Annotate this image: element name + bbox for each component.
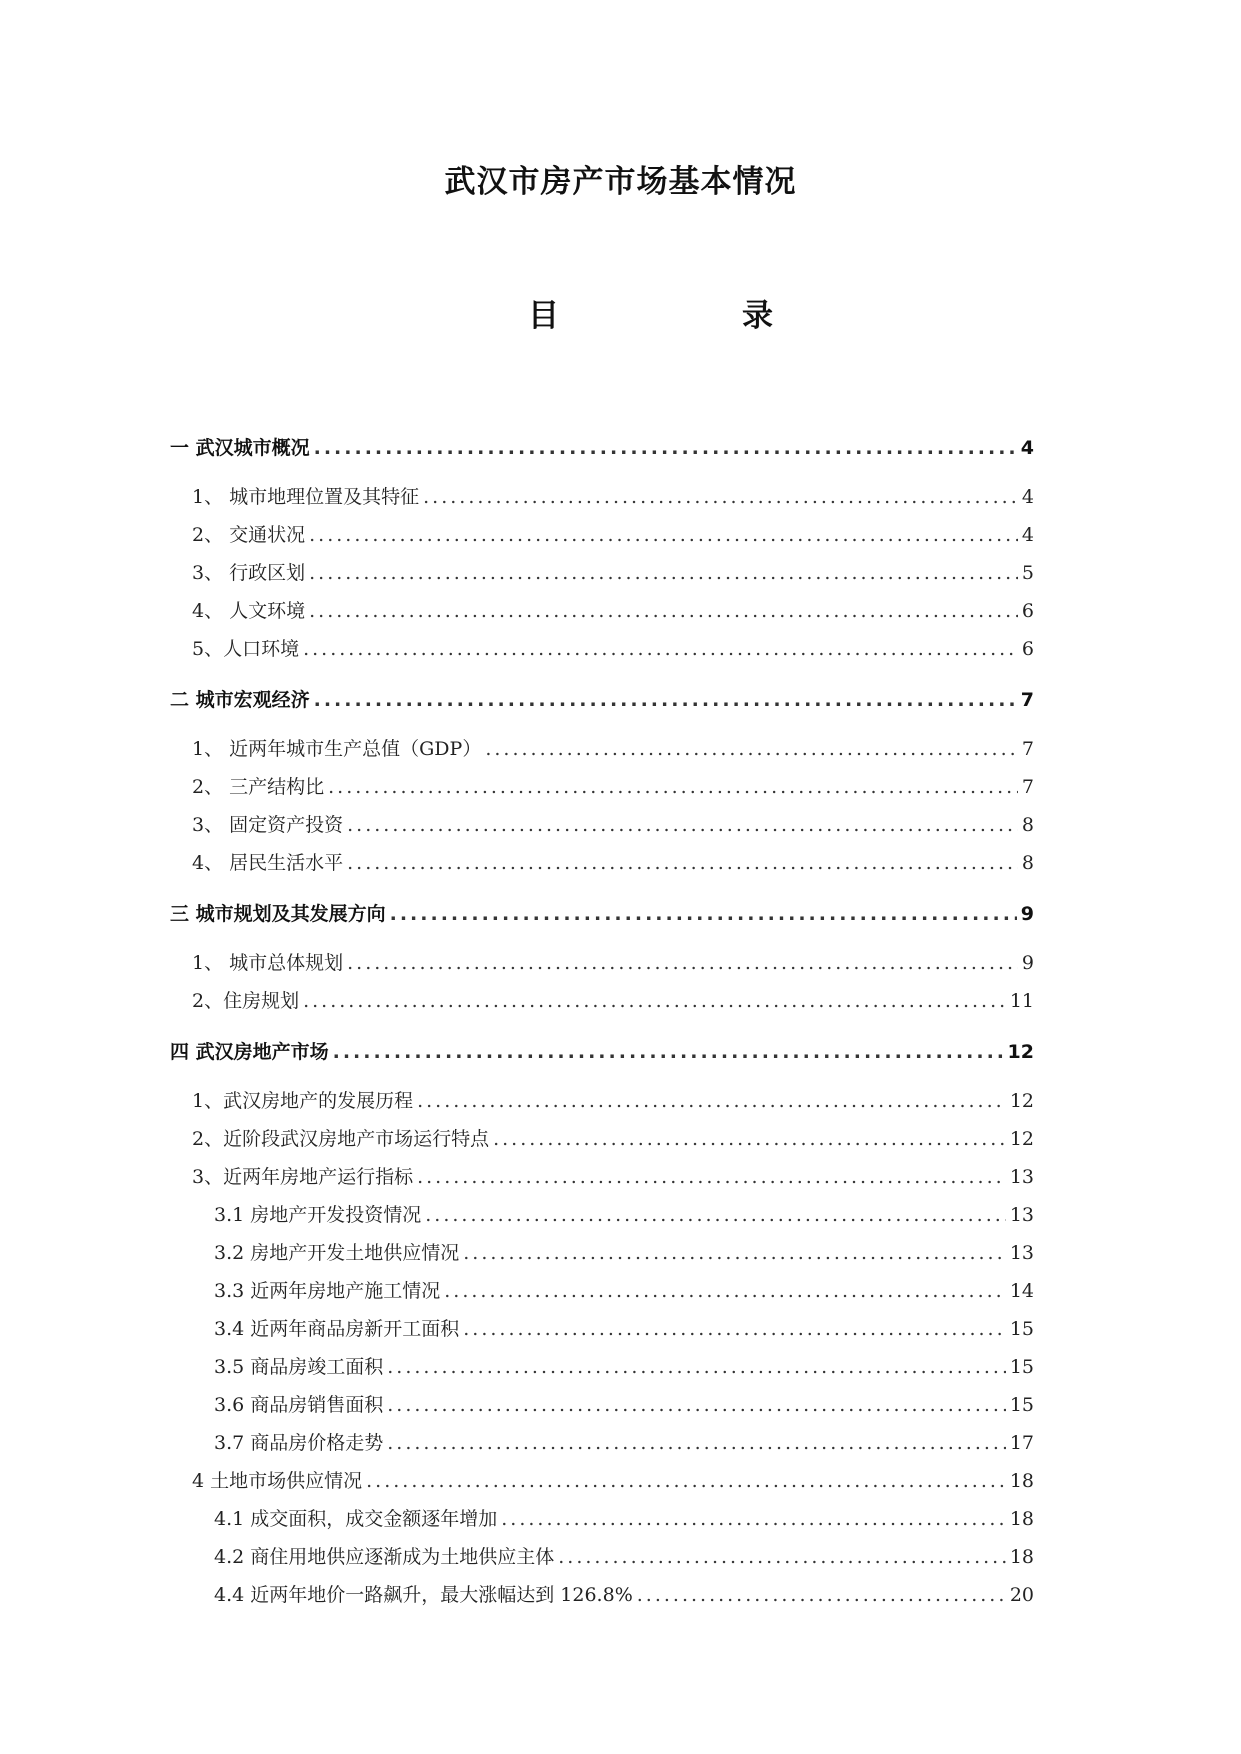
toc-entry[interactable] xyxy=(170,516,1034,554)
toc-leader-dots xyxy=(314,680,1017,720)
toc-page-number: 18 xyxy=(1009,1470,1034,1492)
toc-leader-dots xyxy=(309,554,1018,592)
toc-page-number: 14 xyxy=(1009,1280,1034,1302)
toc-leader-dots xyxy=(501,1500,1006,1538)
toc-entry-title: 4、 居民生活水平 xyxy=(192,852,344,874)
toc-leader-dots xyxy=(423,478,1018,516)
toc-leader-dots xyxy=(333,1032,1004,1072)
toc-entry[interactable] xyxy=(170,806,1034,844)
toc-page-number: 12 xyxy=(1007,1041,1034,1063)
toc-leader-dots xyxy=(493,1120,1006,1158)
toc-leader-dots xyxy=(347,844,1018,882)
toc-entry-title: 4.1 成交面积，成交金额逐年增加 xyxy=(214,1508,498,1530)
toc-entry-title: 5、人口环境 xyxy=(192,638,300,660)
toc-entry[interactable] xyxy=(170,630,1034,668)
table-of-contents xyxy=(170,428,1034,1614)
toc-entry[interactable] xyxy=(170,944,1034,982)
toc-page-number: 6 xyxy=(1021,638,1034,660)
toc-page-number: 8 xyxy=(1021,814,1034,836)
toc-leader-dots xyxy=(637,1576,1006,1614)
toc-page-number: 20 xyxy=(1009,1584,1034,1606)
toc-entry-title: 2、 三产结构比 xyxy=(192,776,325,798)
toc-entry[interactable] xyxy=(170,1196,1034,1234)
toc-page-number: 12 xyxy=(1009,1128,1034,1150)
toc-entry-title: 二 城市宏观经济 xyxy=(170,689,310,711)
toc-leader-dots xyxy=(463,1310,1006,1348)
toc-leader-dots xyxy=(347,944,1018,982)
toc-heading-left: 目 xyxy=(528,298,559,334)
toc-entry-section-3[interactable] xyxy=(170,894,1034,934)
toc-leader-dots xyxy=(366,1462,1006,1500)
toc-entry-title: 1、 城市地理位置及其特征 xyxy=(192,486,420,508)
toc-page-number: 7 xyxy=(1021,738,1034,760)
toc-page-number: 5 xyxy=(1021,562,1034,584)
toc-entry[interactable] xyxy=(170,844,1034,882)
toc-entry-title: 3.4 近两年商品房新开工面积 xyxy=(214,1318,460,1340)
toc-entry-title: 四 武汉房地产市场 xyxy=(170,1041,329,1063)
toc-page-number: 18 xyxy=(1009,1546,1034,1568)
toc-entry[interactable] xyxy=(170,1310,1034,1348)
toc-entry-title: 1、武汉房地产的发展历程 xyxy=(192,1090,414,1112)
toc-page-number: 4 xyxy=(1021,486,1034,508)
toc-entry-section-4[interactable] xyxy=(170,1032,1034,1072)
toc-entry[interactable] xyxy=(170,982,1034,1020)
toc-page-number: 7 xyxy=(1020,689,1034,711)
toc-leader-dots xyxy=(444,1272,1006,1310)
toc-entry[interactable] xyxy=(170,1576,1034,1614)
toc-entry-title: 1、 近两年城市生产总值（GDP） xyxy=(192,738,482,760)
toc-heading xyxy=(0,296,1241,336)
toc-entry-title: 3、 固定资产投资 xyxy=(192,814,344,836)
toc-entry[interactable] xyxy=(170,478,1034,516)
toc-entry[interactable] xyxy=(170,1120,1034,1158)
toc-page-number: 17 xyxy=(1009,1432,1034,1454)
toc-entry[interactable] xyxy=(170,554,1034,592)
toc-page-number: 18 xyxy=(1009,1508,1034,1530)
toc-entry[interactable] xyxy=(170,1500,1034,1538)
toc-page-number: 12 xyxy=(1009,1090,1034,1112)
toc-leader-dots xyxy=(347,806,1018,844)
toc-leader-dots xyxy=(309,592,1018,630)
toc-entry[interactable] xyxy=(170,1348,1034,1386)
toc-page-number: 13 xyxy=(1009,1242,1034,1264)
toc-entry-title: 3.5 商品房竣工面积 xyxy=(214,1356,384,1378)
toc-entry-title: 4.2 商住用地供应逐渐成为土地供应主体 xyxy=(214,1546,555,1568)
toc-page-number: 4 xyxy=(1020,437,1034,459)
toc-page-number: 4 xyxy=(1021,524,1034,546)
toc-leader-dots xyxy=(303,630,1018,668)
toc-entry-title: 3、 行政区划 xyxy=(192,562,306,584)
toc-heading-right: 录 xyxy=(742,298,773,334)
toc-entry[interactable] xyxy=(170,1538,1034,1576)
toc-entry-title: 三 城市规划及其发展方向 xyxy=(170,903,386,925)
toc-entry[interactable] xyxy=(170,1158,1034,1196)
toc-entry-title: 4 土地市场供应情况 xyxy=(192,1470,363,1492)
toc-entry-title: 2、住房规划 xyxy=(192,990,300,1012)
toc-entry[interactable] xyxy=(170,592,1034,630)
toc-leader-dots xyxy=(417,1158,1006,1196)
toc-entry[interactable] xyxy=(170,1272,1034,1310)
toc-entry-title: 一 武汉城市概况 xyxy=(170,437,310,459)
toc-page-number: 7 xyxy=(1021,776,1034,798)
document-title: 武汉市房产市场基本情况 xyxy=(444,164,797,200)
toc-leader-dots xyxy=(387,1424,1006,1462)
toc-entry-title: 3.7 商品房价格走势 xyxy=(214,1432,384,1454)
toc-page-number: 9 xyxy=(1020,903,1034,925)
toc-leader-dots xyxy=(387,1386,1006,1424)
toc-entry[interactable] xyxy=(170,1424,1034,1462)
toc-entry-title: 3.3 近两年房地产施工情况 xyxy=(214,1280,441,1302)
toc-entry-title: 3.6 商品房销售面积 xyxy=(214,1394,384,1416)
toc-page-number: 15 xyxy=(1009,1318,1034,1340)
toc-page-number: 15 xyxy=(1009,1394,1034,1416)
toc-leader-dots xyxy=(309,516,1018,554)
toc-page-number: 8 xyxy=(1021,852,1034,874)
toc-leader-dots xyxy=(328,768,1018,806)
toc-leader-dots xyxy=(485,730,1018,768)
toc-entry-title: 4、 人文环境 xyxy=(192,600,306,622)
toc-entry[interactable] xyxy=(170,730,1034,768)
toc-leader-dots xyxy=(417,1082,1006,1120)
toc-entry-title: 3.2 房地产开发土地供应情况 xyxy=(214,1242,460,1264)
toc-entry-title: 1、 城市总体规划 xyxy=(192,952,344,974)
toc-entry-section-1[interactable] xyxy=(170,428,1034,468)
toc-entry-title: 3、近两年房地产运行指标 xyxy=(192,1166,414,1188)
toc-leader-dots xyxy=(425,1196,1006,1234)
toc-entry[interactable] xyxy=(170,1082,1034,1120)
toc-leader-dots xyxy=(387,1348,1006,1386)
toc-page-number: 11 xyxy=(1009,990,1034,1012)
toc-entry-title: 2、 交通状况 xyxy=(192,524,306,546)
toc-page-number: 15 xyxy=(1009,1356,1034,1378)
toc-leader-dots xyxy=(390,894,1017,934)
toc-page-number: 9 xyxy=(1021,952,1034,974)
toc-entry[interactable] xyxy=(170,1234,1034,1272)
toc-leader-dots xyxy=(314,428,1017,468)
toc-page-number: 13 xyxy=(1009,1166,1034,1188)
toc-entry-title: 4.4 近两年地价一路飙升，最大涨幅达到 126.8% xyxy=(214,1584,633,1606)
toc-leader-dots xyxy=(463,1234,1006,1272)
toc-leader-dots xyxy=(558,1538,1006,1576)
toc-page-number: 6 xyxy=(1021,600,1034,622)
toc-page-number: 13 xyxy=(1009,1204,1034,1226)
toc-entry-title: 2、近阶段武汉房地产市场运行特点 xyxy=(192,1128,490,1150)
toc-leader-dots xyxy=(303,982,1006,1020)
toc-entry[interactable] xyxy=(170,768,1034,806)
toc-entry-section-2[interactable] xyxy=(170,680,1034,720)
toc-entry-title: 3.1 房地产开发投资情况 xyxy=(214,1204,422,1226)
toc-entry[interactable] xyxy=(170,1462,1034,1500)
toc-entry[interactable] xyxy=(170,1386,1034,1424)
